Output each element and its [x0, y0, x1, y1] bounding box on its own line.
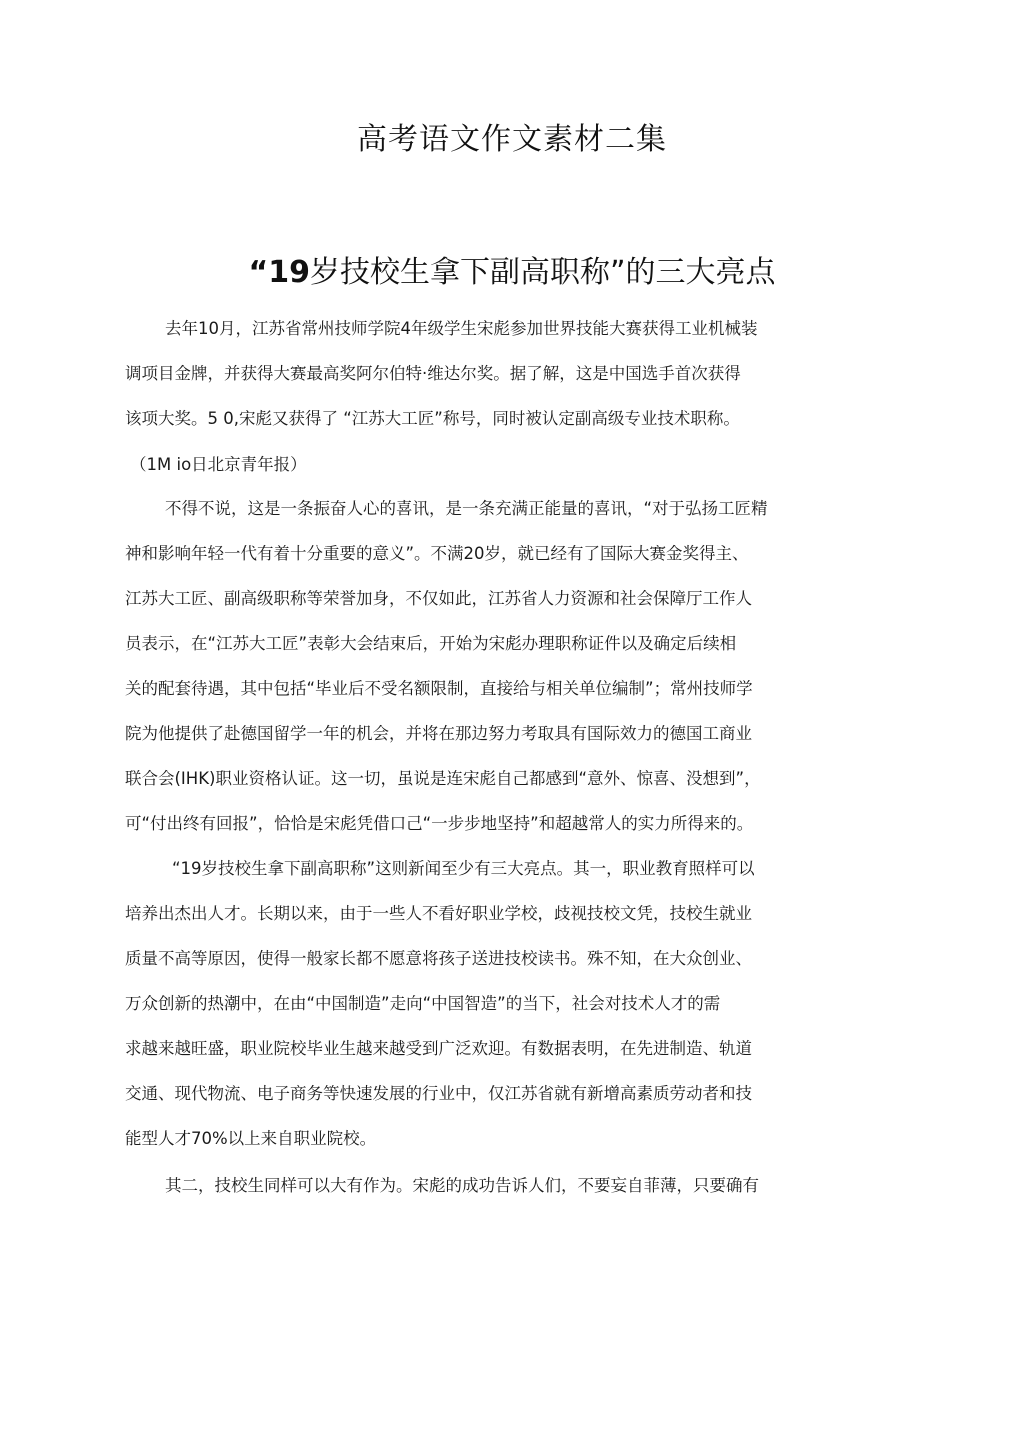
paragraph-line: 调项目金牌，并获得大赛最高奖阿尔伯特·维达尔奖。据了解，这是中国选手首次获得 [125, 364, 741, 383]
paragraph-line: 员表示，在“江苏大工匠”表彰大会结束后，开始为宋彪办理职称证件以及确定后续相 [125, 634, 737, 653]
article-title-rest: 岁技校生拿下副高职称”的三大亮点 [309, 255, 776, 290]
paragraph-line: 联合会(IHK)职业资格认证。这一切，虽说是连宋彪自己都感到“意外、惊喜、没想到”， [125, 769, 761, 788]
paragraph-line: 该项大奖。5 0,宋彪又获得了 “江苏大工匠”称号，同时被认定副高级专业技术职称。 [125, 409, 740, 428]
paragraph-line: “19岁技校生拿下副高职称”这则新闻至少有三大亮点。其一，职业教育照样可以 [172, 859, 755, 878]
paragraph-line: 院为他提供了赴德国留学一年的机会，并将在那边努力考取具有国际效力的德国工商业 [125, 724, 752, 743]
paragraph-line: 万众创新的热潮中，在由“中国制造”走向“中国智造”的当下，社会对技术人才的需 [125, 994, 721, 1013]
paragraph-line: 神和影响年轻一代有着十分重要的意义”。不满20岁，就已经有了国际大赛金奖得主、 [125, 544, 749, 563]
paragraph-line: 其二，技校生同样可以大有作为。宋彪的成功告诉人们，不要妄自菲薄，只要确有 [165, 1176, 759, 1195]
article-title [0, 250, 1024, 296]
paragraph-line: 江苏大工匠、副高级职称等荣誉加身，不仅如此，江苏省人力资源和社会保障厅工作人 [125, 589, 752, 608]
paragraph-line: 培养出杰出人才。长期以来，由于一些人不看好职业学校，歧视技校文凭，技校生就业 [125, 904, 752, 923]
paragraph-line: 可“付出终有回报”，恰恰是宋彪凭借口己“一步步地坚持”和超越常人的实力所得来的。 [125, 814, 754, 833]
document-title: 高考语文作文素材二集 [357, 122, 667, 157]
paragraph-line: 不得不说，这是一条振奋人心的喜讯，是一条充满正能量的喜讯，“对于弘扬工匠精 [165, 499, 768, 518]
article-title-lead: “19 [248, 255, 310, 290]
paragraph-line: 求越来越旺盛，职业院校毕业生越来越受到广泛欢迎。有数据表明，在先进制造、轨道 [125, 1039, 752, 1058]
paragraph-line: 质量不高等原因，使得一般家长都不愿意将孩子送进技校读书。殊不知，在大众创业、 [125, 949, 752, 968]
paragraph-line: 能型人才70%以上来自职业院校。 [125, 1129, 377, 1148]
source-citation: （1M io日北京青年报） [130, 455, 307, 474]
paragraph-line: 交通、现代物流、电子商务等快速发展的行业中，仅江苏省就有新增高素质劳动者和技 [125, 1084, 752, 1103]
paragraph-line: 关的配套待遇，其中包括“毕业后不受名额限制，直接给与相关单位编制”；常州技师学 [125, 679, 753, 698]
paragraph-line: 去年10月，江苏省常州技师学院4年级学生宋彪参加世界技能大赛获得工业机械装 [165, 319, 758, 338]
